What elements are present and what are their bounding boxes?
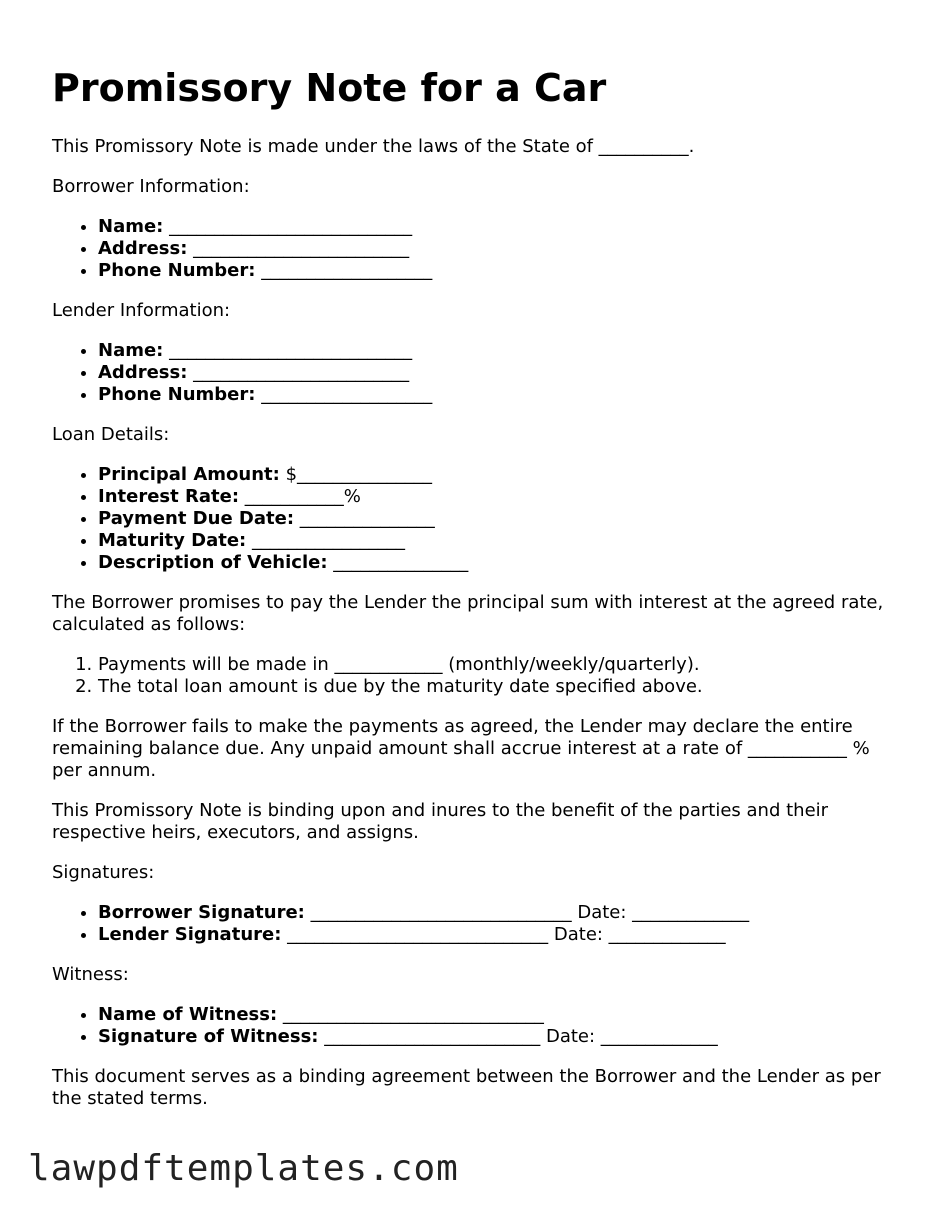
signatures-heading: Signatures: [52, 862, 155, 883]
page-title: Promissory Note for a Car [52, 66, 607, 110]
field-label: Principal Amount: [98, 464, 280, 485]
witness-name-item [98, 1004, 902, 1026]
blank-line: ___________________ [261, 384, 433, 405]
principal-item [98, 464, 902, 486]
vehicle-description-item [98, 552, 902, 574]
borrower-name-item [98, 216, 902, 238]
terms-list [52, 654, 902, 698]
borrower-phone-item [98, 260, 902, 282]
field-label: Address: [98, 362, 188, 383]
blank-line: _____________________________ Date: _____________ [310, 902, 750, 923]
lender-heading: Lender Information: [52, 300, 231, 321]
field-label: Lender Signature: [98, 924, 282, 945]
promise-paragraph: The Borrower promises to pay the Lender the principal sum with interest at the agreed rate, calculated as follows: [52, 592, 884, 635]
blank-line: ___________________________ [169, 340, 413, 361]
lender-phone-item [98, 384, 902, 406]
borrower-list [52, 216, 902, 282]
field-label: Maturity Date: [98, 530, 247, 551]
maturity-date-item [98, 530, 902, 552]
blank-line: _______________ [299, 508, 435, 529]
field-label: Interest Rate: [98, 486, 240, 507]
field-label: Signature of Witness: [98, 1026, 319, 1047]
intro-paragraph: This Promissory Note is made under the laws of the State of __________. [52, 136, 695, 157]
borrower-address-item [98, 238, 902, 260]
blank-line: _______________ [333, 552, 469, 573]
field-label: Payment Due Date: [98, 508, 295, 529]
closing-paragraph: This document serves as a binding agreement between the Borrower and the Lender as per the stated terms. [52, 1066, 881, 1109]
footer-watermark: lawpdftemplates.com [28, 1148, 459, 1189]
default-paragraph: If the Borrower fails to make the payments as agreed, the Lender may declare the entire remaining balance due. Any unpaid amount shall accrue interest at a rate of ___________ % per annum. [52, 716, 870, 781]
blank-line: _____________________________ Date: _____________ [287, 924, 726, 945]
field-label: Name: [98, 216, 164, 237]
blank-line: ________________________ Date: _____________ [324, 1026, 718, 1047]
lender-name-item [98, 340, 902, 362]
term-item: 2. The total loan amount is due by the maturity date specified above. [98, 676, 902, 698]
blank-line: ___________________________ [169, 216, 413, 237]
lender-address-item [98, 362, 902, 384]
signatures-list [52, 902, 902, 946]
witness-signature-item [98, 1026, 902, 1048]
term-item: 1. Payments will be made in ____________ (monthly/weekly/quarterly). [98, 654, 902, 676]
document [52, 62, 902, 1128]
blank-line: _____________________________ [282, 1004, 544, 1025]
blank-line: ________________________ [193, 362, 410, 383]
field-label: Name: [98, 340, 164, 361]
blank-line: ________________________ [193, 238, 410, 259]
lender-list [52, 340, 902, 406]
loan-list [52, 464, 902, 574]
blank-line: ___________% [244, 486, 361, 507]
witness-heading: Witness: [52, 964, 129, 985]
borrower-signature-item [98, 902, 902, 924]
interest-rate-item [98, 486, 902, 508]
field-label: Phone Number: [98, 260, 256, 281]
binding-paragraph: This Promissory Note is binding upon and inures to the benefit of the parties and their respective heirs, executors, and assigns. [52, 800, 829, 843]
due-date-item [98, 508, 902, 530]
lender-signature-item [98, 924, 902, 946]
field-label: Phone Number: [98, 384, 256, 405]
blank-line: $_______________ [285, 464, 433, 485]
field-label: Description of Vehicle: [98, 552, 328, 573]
loan-heading: Loan Details: [52, 424, 170, 445]
blank-line: ___________________ [261, 260, 433, 281]
borrower-heading: Borrower Information: [52, 176, 250, 197]
blank-line: _________________ [251, 530, 405, 551]
field-label: Name of Witness: [98, 1004, 278, 1025]
field-label: Borrower Signature: [98, 902, 305, 923]
field-label: Address: [98, 238, 188, 259]
witness-list [52, 1004, 902, 1048]
